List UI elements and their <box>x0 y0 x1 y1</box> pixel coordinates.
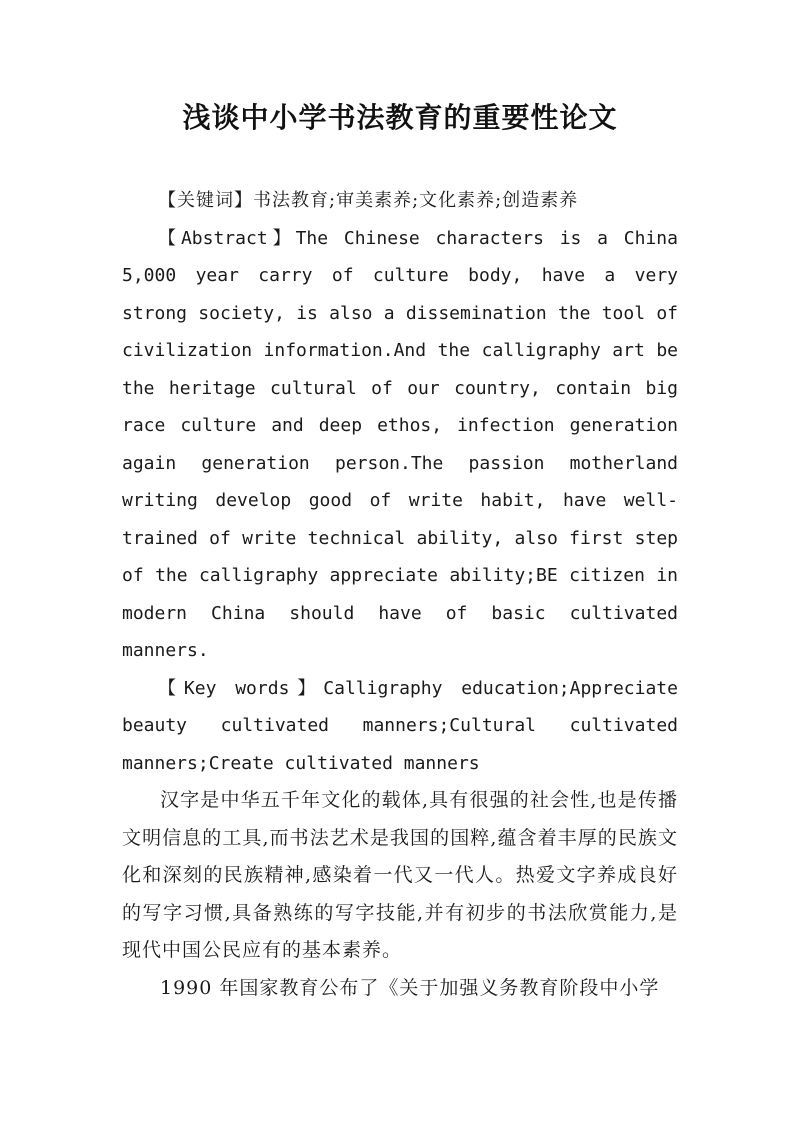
document-title: 浅谈中小学书法教育的重要性论文 <box>182 101 618 134</box>
keywords-chinese: 【关键词】书法教育;审美素养;文化素养;创造素养 <box>158 190 579 211</box>
keywords-english: 【Key words】Calligraphy education;Appreciate beauty cultivated manners;Cultural cultivated manners;Create cultivated manners <box>122 677 678 774</box>
body-paragraph-2: 1990 年国家教育公布了《关于加强义务教育阶段中小学 <box>160 976 660 999</box>
document-body <box>122 182 678 1007</box>
body-paragraph-1: 汉字是中华五千年文化的载体,具有很强的社会性,也是传播文明信息的工具,而书法艺术是我国的国粹,蕴含着丰厚的民族文化和深刻的民族精神,感染着一代又一代人。热爱文字养成良好的写字习惯,具备熟练的写字技能,并有初步的书法欣赏能力,是现代中国公民应有的基本素养。 <box>122 789 678 961</box>
abstract-english: 【Abstract】The Chinese characters is a China 5,000 year carry of culture body, have a very strong society, is also a dissemination the tool of civilization information.And the calligraphy art be the heritage cultural of our country, contain big race culture and deep ethos, infection generation again generation person.The passion motherland writing develop good of write habit, have well-trained of write technical ability, also first step of the calligraphy appreciate ability;BE citizen in modern China should have of basic cultivated manners. <box>122 227 678 661</box>
